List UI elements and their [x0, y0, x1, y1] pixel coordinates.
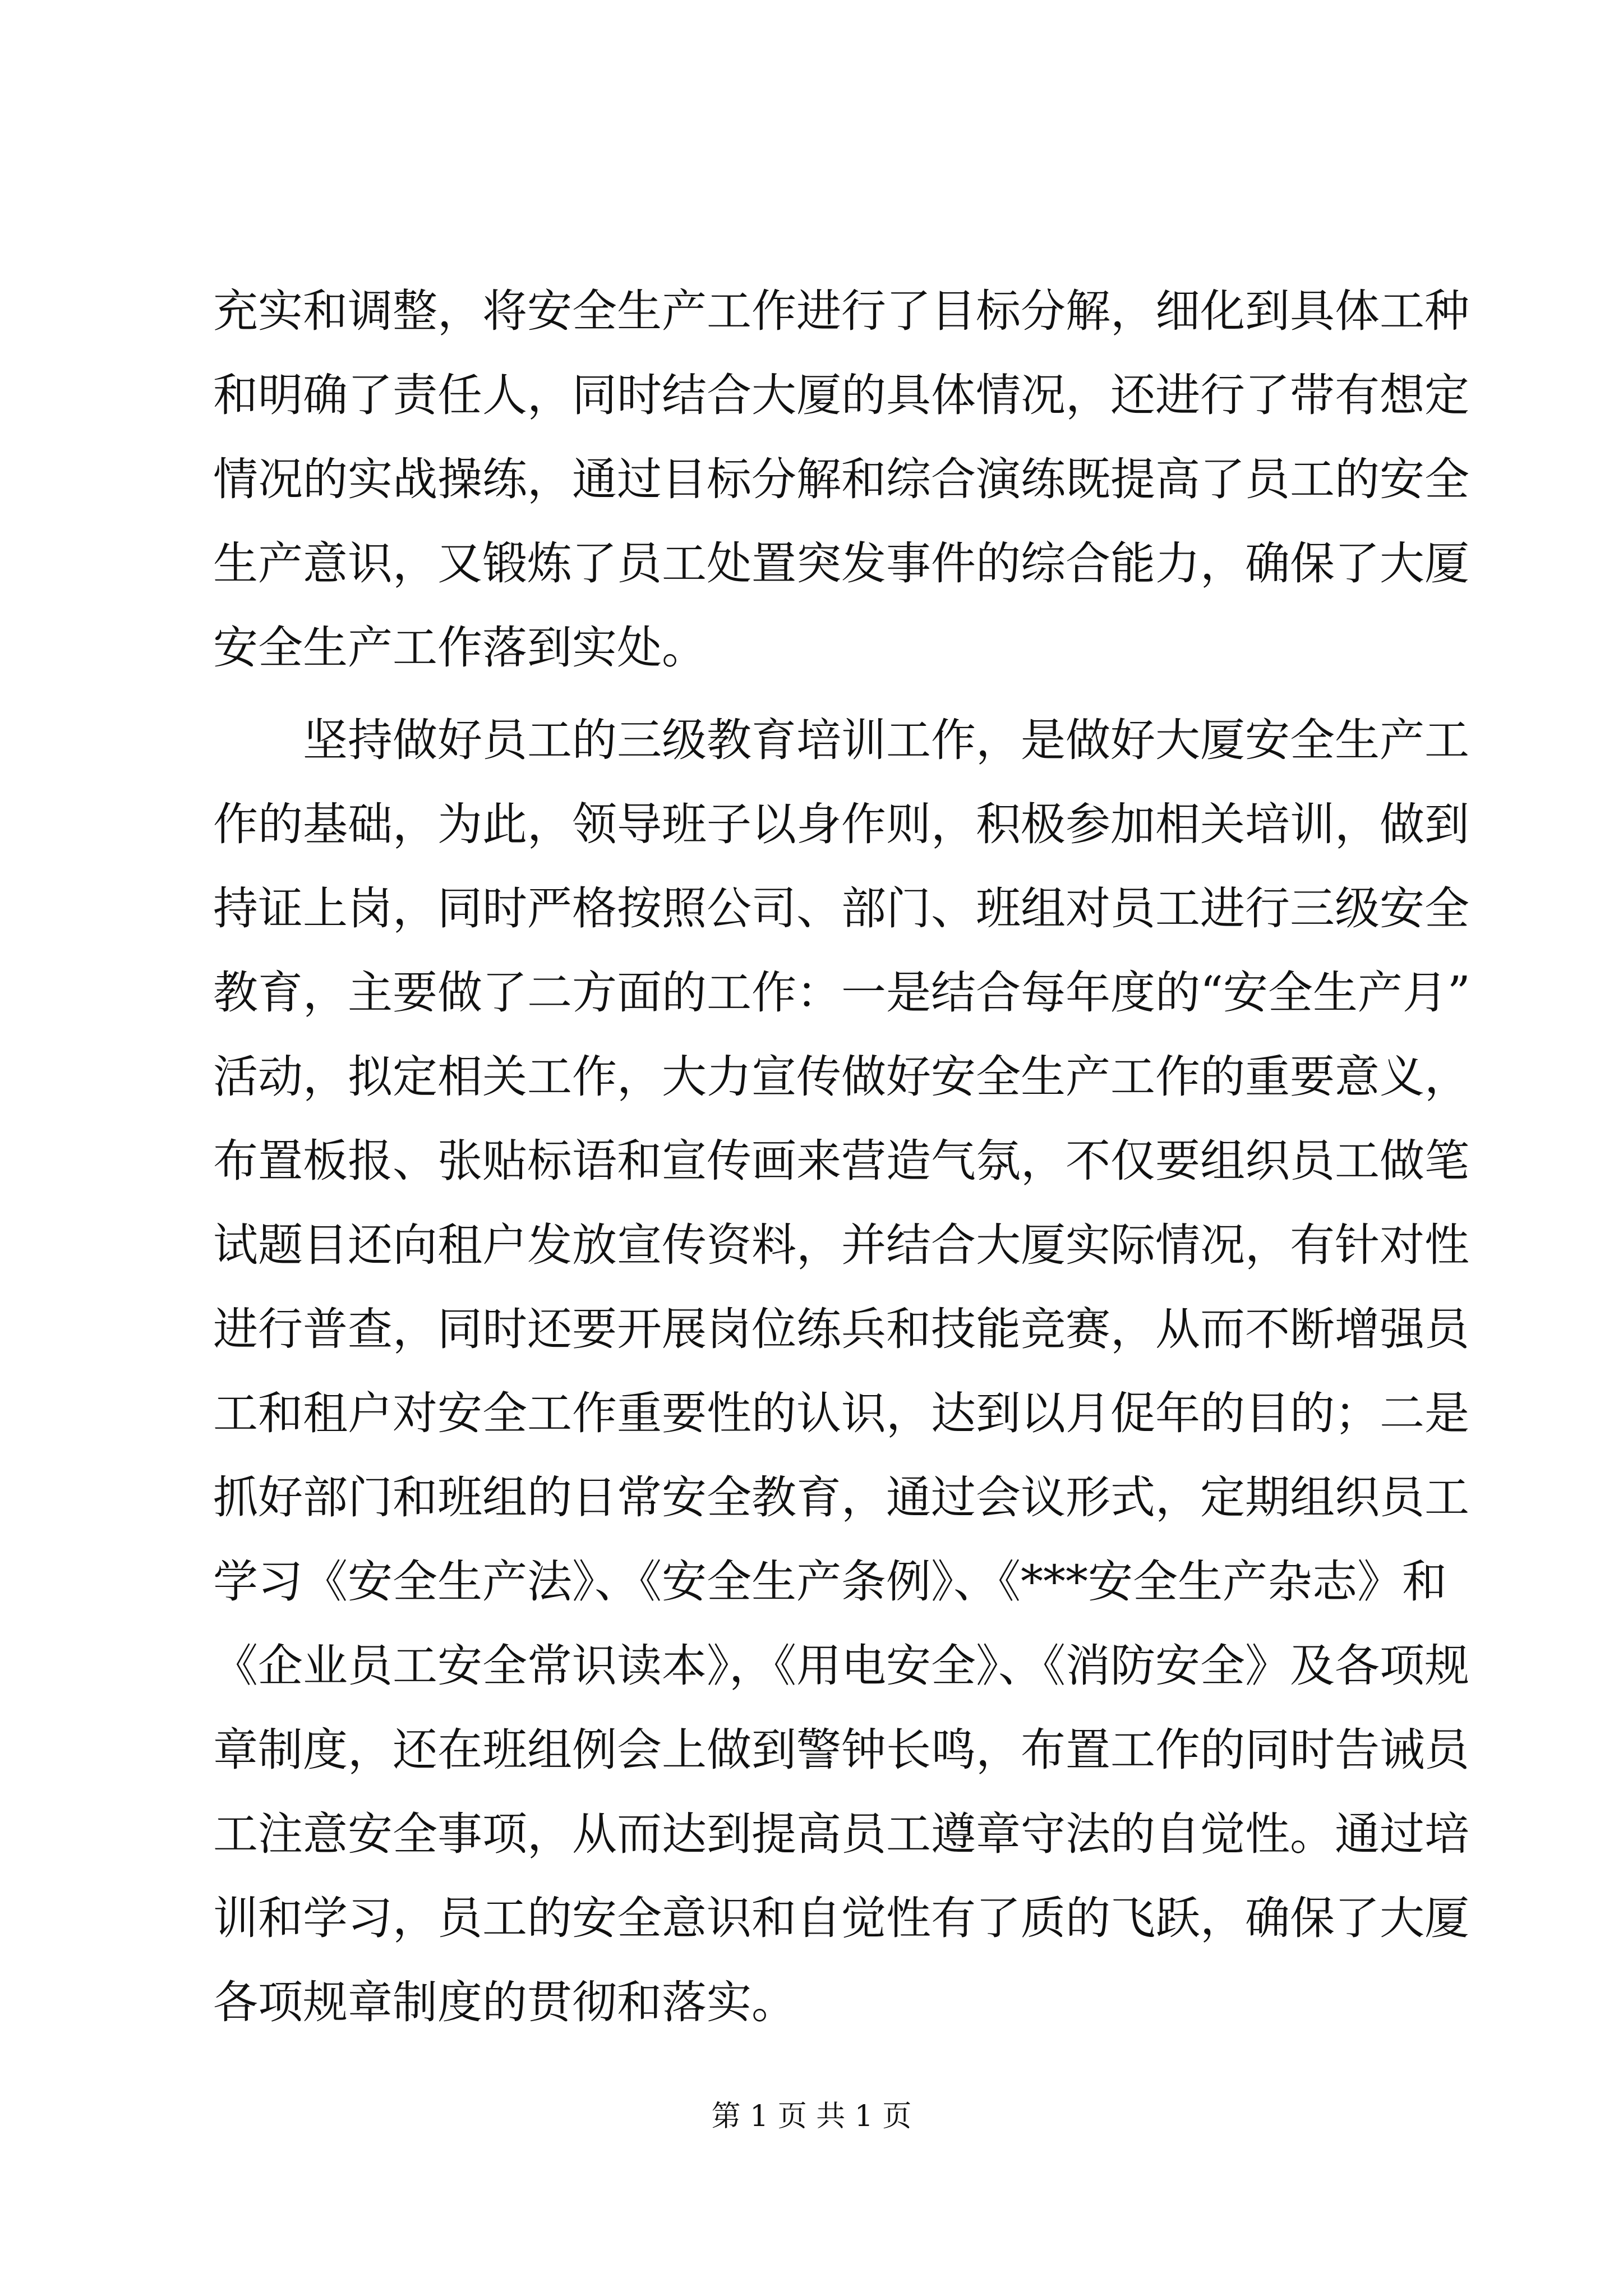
- paragraph-2-line-9: 工和租户对安全工作重要性的认识，达到以月促年的目的；二是: [213, 1387, 1469, 1439]
- paragraph-1-line-5: 安全生产工作落到实处。: [213, 622, 707, 674]
- paragraph-2-line-16: 各项规章制度的贯彻和落实。: [213, 1976, 796, 2028]
- paragraph-2-line-4: 教育，主要做了二方面的工作：一是结合每年度的“安全生产月”: [213, 967, 1470, 1019]
- paragraph-2-line-15: 训和学习，员工的安全意识和自觉性有了质的飞跃，确保了大厦: [213, 1892, 1469, 1944]
- paragraph-2-line-8: 进行普查，同时还要开展岗位练兵和技能竞赛，从而不断增强员: [213, 1303, 1469, 1355]
- paragraph-2-line-1: 坚持做好员工的三级教育培训工作，是做好大厦安全生产工: [303, 714, 1469, 766]
- paragraph-2-line-10: 抓好部门和班组的日常安全教育，通过会议形式，定期组织员工: [213, 1471, 1469, 1524]
- paragraph-2-line-3: 持证上岗，同时严格按照公司、部门、班组对员工进行三级安全: [213, 882, 1469, 935]
- paragraph-1-line-3: 情况的实战操练，通过目标分解和综合演练既提高了员工的安全: [213, 453, 1469, 505]
- paragraph-2-line-13: 章制度，还在班组例会上做到警钟长鸣，布置工作的同时告诫员: [213, 1724, 1469, 1776]
- paragraph-2-line-7: 试题目还向租户发放宣传资料，并结合大厦实际情况，有针对性: [213, 1219, 1469, 1271]
- paragraph-1-line-4: 生产意识，又锻炼了员工处置突发事件的综合能力，确保了大厦: [213, 537, 1469, 590]
- paragraph-2-line-14: 工注意安全事项，从而达到提高员工遵章守法的自觉性。通过培: [213, 1808, 1469, 1860]
- paragraph-2-line-5: 活动，拟定相关工作，大力宣传做好安全生产工作的重要意义，: [213, 1051, 1469, 1103]
- paragraph-2-line-2: 作的基础，为此，领导班子以身作则，积极参加相关培训，做到: [213, 798, 1469, 850]
- page-footer: 第 1 页 共 1 页: [711, 2100, 912, 2133]
- paragraph-2-line-6: 布置板报、张贴标语和宣传画来营造气氛，不仅要组织员工做笔: [213, 1135, 1469, 1187]
- paragraph-2-line-11: 学习《安全生产法》、《安全生产条例》、《***安全生产杂志》和: [213, 1556, 1447, 1608]
- paragraph-1-line-2: 和明确了责任人，同时结合大厦的具体情况，还进行了带有想定: [213, 369, 1469, 421]
- paragraph-1-line-1: 充实和调整，将安全生产工作进行了目标分解，细化到具体工种: [213, 285, 1469, 337]
- paragraph-2-line-12: 《企业员工安全常识读本》，《用电安全》、《消防安全》及各项规: [213, 1640, 1469, 1692]
